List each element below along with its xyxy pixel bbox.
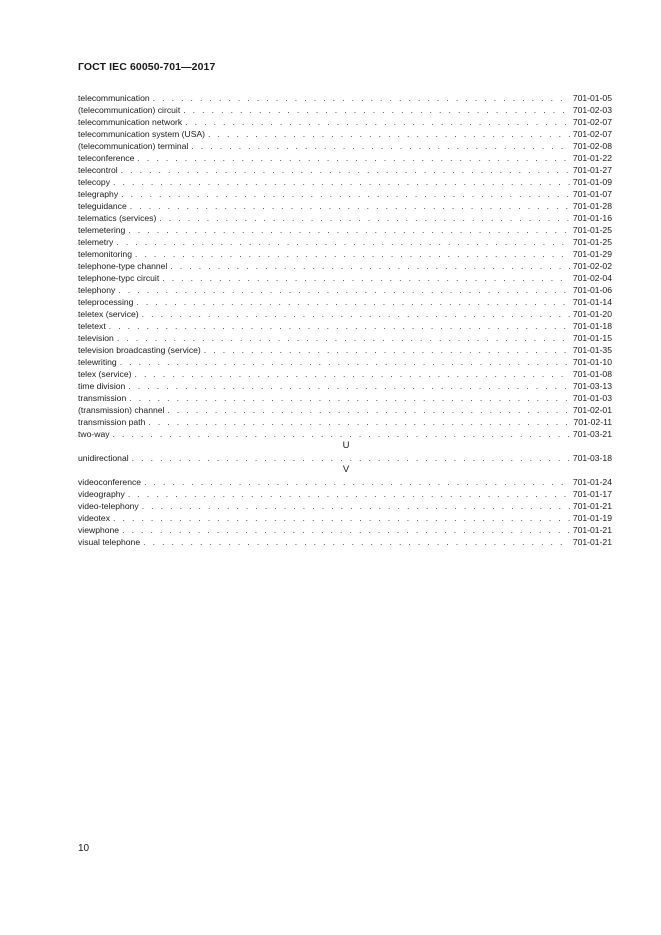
index-letter-heading-v: V (342, 464, 350, 475)
index-term: two-way (78, 429, 110, 439)
index-entry (78, 200, 612, 212)
index-term: telex (service) (78, 369, 132, 379)
dot-leader (204, 344, 570, 356)
index-entry (78, 476, 612, 488)
dot-leader (148, 416, 570, 428)
index-term-code: 701-01-35 (572, 345, 612, 355)
index-term: viewphone (78, 525, 120, 535)
index-entry (78, 344, 612, 356)
dot-leader (162, 272, 570, 284)
index-term-code: 701-01-08 (572, 369, 612, 379)
dot-leader (121, 188, 570, 200)
alphabetical-index (78, 92, 612, 548)
dot-leader (113, 176, 570, 188)
index-entry (78, 128, 612, 140)
index-entry (78, 272, 612, 284)
index-term: (transmission) channel (78, 405, 165, 415)
index-term-code: 701-01-21 (572, 525, 612, 535)
index-entry (78, 164, 612, 176)
dot-leader (130, 200, 570, 212)
index-term-code: 701-02-04 (572, 273, 612, 283)
index-term-code: 701-01-25 (572, 237, 612, 247)
index-entry (78, 404, 612, 416)
index-term: telecommunication system (USA) (78, 129, 206, 139)
index-term: television broadcasting (service) (78, 345, 201, 355)
dot-leader (113, 512, 570, 524)
index-term-code: 701-02-02 (572, 261, 612, 271)
index-term-code: 701-01-15 (572, 333, 612, 343)
index-term: (telecommunication) circuit (78, 105, 181, 115)
index-entry (78, 488, 612, 500)
index-entry (78, 92, 612, 104)
index-term-code: 701-01-07 (572, 189, 612, 199)
index-term: telephone-type channel (78, 261, 168, 271)
dot-leader (113, 428, 570, 440)
index-group-u (78, 452, 612, 464)
index-entry (78, 260, 612, 272)
dot-leader (208, 128, 570, 140)
index-term: teleprocessing (78, 297, 134, 307)
index-term-code: 701-01-10 (572, 357, 612, 367)
index-entry (78, 416, 612, 428)
index-term: telecommunication network (78, 117, 183, 127)
index-entry (78, 512, 612, 524)
dot-leader (129, 392, 570, 404)
index-term: telecopy (78, 177, 111, 187)
index-term-code: 701-01-22 (572, 153, 612, 163)
index-term: teleconference (78, 153, 135, 163)
index-term: telecommunication (78, 93, 150, 103)
index-term: videotex (78, 513, 111, 523)
page-number: 10 (78, 843, 90, 854)
index-term: telemetering (78, 225, 126, 235)
index-entry (78, 536, 612, 548)
index-term-code: 701-01-17 (572, 489, 612, 499)
index-term: transmission (78, 393, 127, 403)
index-entry (78, 500, 612, 512)
index-term: time division (78, 381, 126, 391)
index-term: teletex (service) (78, 309, 139, 319)
index-entry (78, 140, 612, 152)
index-term-code: 701-01-29 (572, 249, 612, 259)
index-term-code: 701-02-07 (572, 129, 612, 139)
dot-leader (135, 248, 570, 260)
dot-leader (109, 320, 570, 332)
index-term-code: 701-01-18 (572, 321, 612, 331)
index-term: videoconference (78, 477, 142, 487)
index-term-code: 701-01-24 (572, 477, 612, 487)
index-term-code: 701-03-18 (572, 453, 612, 463)
dot-leader (128, 380, 570, 392)
dot-leader (134, 368, 569, 380)
index-entry (78, 428, 612, 440)
index-entry (78, 308, 612, 320)
index-term-code: 701-01-20 (572, 309, 612, 319)
index-term: telecontrol (78, 165, 118, 175)
dot-leader (185, 116, 570, 128)
dot-leader (136, 296, 569, 308)
index-term-code: 701-01-06 (572, 285, 612, 295)
index-term-code: 701-02-08 (572, 141, 612, 151)
dot-leader (142, 308, 570, 320)
document-header: ГОСТ IEC 60050-701—2017 (78, 61, 216, 73)
index-term-code: 701-01-27 (572, 165, 612, 175)
index-entry (78, 224, 612, 236)
index-entry (78, 392, 612, 404)
index-term: telephony (78, 285, 116, 295)
index-term-code: 701-01-21 (572, 501, 612, 511)
index-entry (78, 152, 612, 164)
dot-leader (117, 332, 570, 344)
index-term: teleguidance (78, 201, 127, 211)
index-term-code: 701-01-14 (572, 297, 612, 307)
index-entry (78, 368, 612, 380)
index-term: television (78, 333, 114, 343)
dot-leader (167, 404, 569, 416)
index-term-code: 701-03-21 (572, 429, 612, 439)
dot-leader (170, 260, 569, 272)
index-entry (78, 212, 612, 224)
index-term: telemetry (78, 237, 114, 247)
index-entry (78, 320, 612, 332)
dot-leader (143, 536, 570, 548)
dot-leader (132, 452, 570, 464)
dot-leader (116, 236, 569, 248)
index-entry (78, 104, 612, 116)
index-term: telematics (services) (78, 213, 157, 223)
index-term-code: 701-01-19 (572, 513, 612, 523)
index-term: unidirectional (78, 453, 129, 463)
dot-leader (183, 104, 570, 116)
dot-leader (159, 212, 569, 224)
dot-leader (142, 500, 570, 512)
dot-leader (122, 524, 570, 536)
index-term: visual telephone (78, 537, 141, 547)
dot-leader (144, 476, 570, 488)
dot-leader (118, 284, 570, 296)
index-term: (telecommunication) terminal (78, 141, 189, 151)
dot-leader (137, 152, 569, 164)
index-entry (78, 452, 612, 464)
index-entry (78, 524, 612, 536)
index-term: telewriting (78, 357, 117, 367)
index-entry (78, 356, 612, 368)
index-entry (78, 248, 612, 260)
index-term-code: 701-01-03 (572, 393, 612, 403)
index-entry (78, 296, 612, 308)
index-entry (78, 188, 612, 200)
index-entry (78, 176, 612, 188)
index-term-code: 701-01-09 (572, 177, 612, 187)
index-term: telemonitoring (78, 249, 132, 259)
index-entry (78, 380, 612, 392)
index-term: telephone-typc circuit (78, 273, 160, 283)
index-term-code: 701-01-28 (572, 201, 612, 211)
index-term: videography (78, 489, 125, 499)
index-term: video-telephony (78, 501, 139, 511)
index-term-code: 701-01-25 (572, 225, 612, 235)
index-letter-heading-u: U (342, 440, 350, 451)
dot-leader (153, 92, 570, 104)
index-term: teletext (78, 321, 106, 331)
index-term-code: 701-02-07 (572, 117, 612, 127)
dot-leader (191, 140, 569, 152)
index-group-t (78, 92, 612, 440)
index-group-v (78, 476, 612, 548)
dot-leader (121, 164, 570, 176)
index-entry (78, 284, 612, 296)
dot-leader (120, 356, 570, 368)
dot-leader (128, 224, 570, 236)
index-term: transmission path (78, 417, 146, 427)
index-term-code: 701-01-21 (572, 537, 612, 547)
index-term-code: 701-01-05 (572, 93, 612, 103)
index-entry (78, 236, 612, 248)
index-term-code: 701-02-01 (572, 405, 612, 415)
dot-leader (128, 488, 570, 500)
index-entry (78, 332, 612, 344)
index-term-code: 701-02-03 (572, 105, 612, 115)
index-term-code: 701-02-11 (573, 417, 612, 427)
index-entry (78, 116, 612, 128)
index-term-code: 701-03-13 (572, 381, 612, 391)
index-term: telegraphy (78, 189, 119, 199)
index-term-code: 701-01-16 (572, 213, 612, 223)
